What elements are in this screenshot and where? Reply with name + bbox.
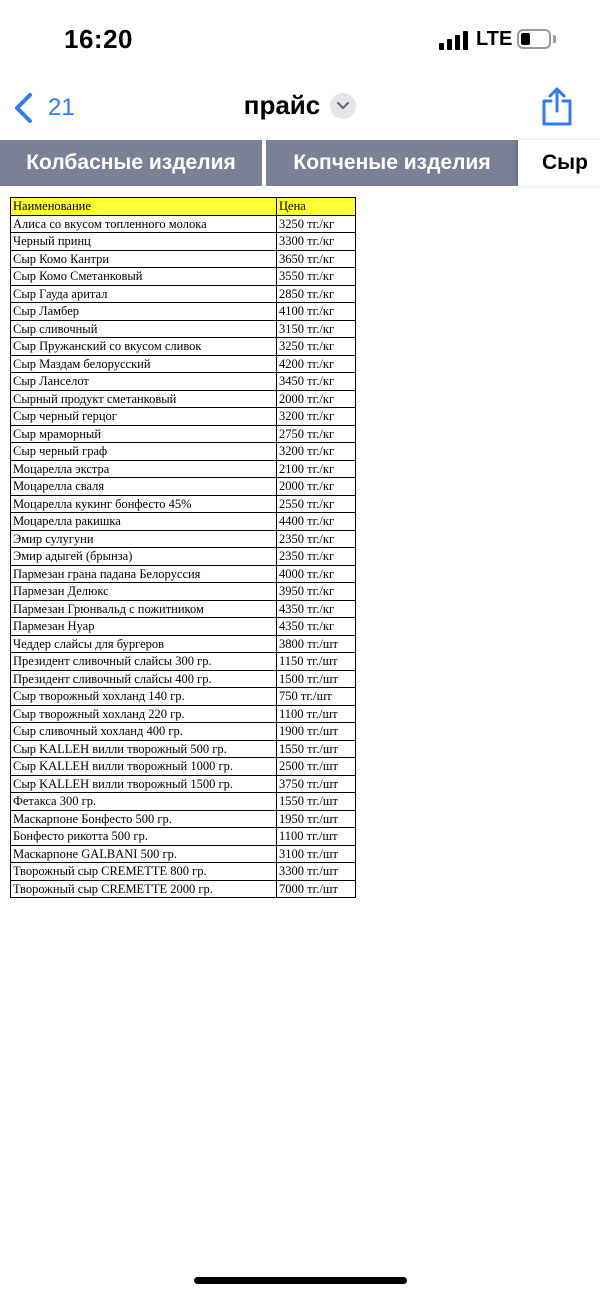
product-name-cell[interactable]: Моцарелла ракишка (11, 513, 277, 531)
table-row (11, 478, 356, 496)
product-name-cell[interactable]: Творожный сыр CREMETTE 2000 гр. (11, 880, 277, 898)
title-menu-button[interactable] (330, 93, 356, 119)
battery-level-fill (521, 33, 530, 45)
product-name-cell[interactable]: Алиса со вкусом топленного молока (11, 215, 277, 233)
price-cell[interactable]: 2550 тг./кг (277, 495, 356, 513)
product-name-cell[interactable]: Сыр Ланселот (11, 373, 277, 391)
table-row (11, 548, 356, 566)
table-row (11, 845, 356, 863)
price-cell[interactable]: 1100 тг./шт (277, 828, 356, 846)
product-name-cell[interactable]: Моцарелла экстра (11, 460, 277, 478)
price-cell[interactable]: 1100 тг./шт (277, 705, 356, 723)
table-row (11, 338, 356, 356)
table-row (11, 863, 356, 881)
price-cell[interactable]: 2100 тг./кг (277, 460, 356, 478)
table-row (11, 565, 356, 583)
network-type: LTE (476, 28, 513, 50)
price-cell[interactable]: 4100 тг./кг (277, 303, 356, 321)
product-name-cell[interactable]: Президент сливочный слайсы 400 гр. (11, 670, 277, 688)
battery-cap (553, 35, 556, 43)
product-name-cell[interactable]: Сыр Пружанский со вкусом сливок (11, 338, 277, 356)
table-row (11, 390, 356, 408)
product-name-cell[interactable]: Сыр Ламбер (11, 303, 277, 321)
product-name-cell[interactable]: Сыр мраморный (11, 425, 277, 443)
table-row (11, 705, 356, 723)
product-name-cell[interactable]: Маскарпоне GALBANI 500 гр. (11, 845, 277, 863)
price-cell[interactable]: 3300 тг./кг (277, 233, 356, 251)
table-row (11, 425, 356, 443)
table-row (11, 583, 356, 601)
price-cell[interactable]: 4400 тг./кг (277, 513, 356, 531)
chevron-down-icon (336, 101, 350, 111)
table-row (11, 320, 356, 338)
tab-cheese[interactable]: Сыр (518, 140, 600, 186)
product-name-cell[interactable]: Сыр творожный хохланд 140 гр. (11, 688, 277, 706)
table-header-row (11, 198, 356, 216)
price-cell[interactable]: 2350 тг./кг (277, 548, 356, 566)
product-name-cell[interactable]: Моцарелла сваля (11, 478, 277, 496)
price-cell[interactable]: 7000 тг./шт (277, 880, 356, 898)
price-cell[interactable]: 4000 тг./кг (277, 565, 356, 583)
product-name-cell[interactable]: Сыр Гауда аритал (11, 285, 277, 303)
product-name-cell[interactable]: Творожный сыр CREMETTE 800 гр. (11, 863, 277, 881)
price-sheet (10, 197, 356, 898)
table-row (11, 618, 356, 636)
price-cell[interactable]: 2000 тг./кг (277, 478, 356, 496)
product-name-cell[interactable]: Бонфесто рикотта 500 гр. (11, 828, 277, 846)
price-cell[interactable]: 2850 тг./кг (277, 285, 356, 303)
table-row (11, 653, 356, 671)
share-icon[interactable] (537, 84, 577, 128)
table-row (11, 443, 356, 461)
title-area (0, 90, 600, 121)
table-row (11, 670, 356, 688)
product-name-cell[interactable]: Эмир сулугуни (11, 530, 277, 548)
product-name-cell[interactable]: Сыр KALLEH вилли творожный 500 гр. (11, 740, 277, 758)
price-cell[interactable]: 4350 тг./кг (277, 600, 356, 618)
table-row (11, 828, 356, 846)
price-cell[interactable]: 3750 тг./шт (277, 775, 356, 793)
back-label: 21 (48, 94, 75, 121)
table-row (11, 793, 356, 811)
table-row (11, 775, 356, 793)
tab-smoked-products[interactable]: Копченые изделия (266, 140, 518, 186)
product-name-cell[interactable]: Чеддер слайсы для бургеров (11, 635, 277, 653)
price-cell[interactable]: 2500 тг./шт (277, 758, 356, 776)
price-cell[interactable]: 750 тг./шт (277, 688, 356, 706)
price-cell[interactable]: 3800 тг./шт (277, 635, 356, 653)
table-row (11, 233, 356, 251)
price-cell[interactable]: 3300 тг./шт (277, 863, 356, 881)
price-cell[interactable]: 3550 тг./кг (277, 268, 356, 286)
product-name-cell[interactable]: Пармезан Делюкс (11, 583, 277, 601)
sheet-tabs (0, 140, 600, 186)
table-row (11, 513, 356, 531)
price-cell[interactable]: 3950 тг./кг (277, 583, 356, 601)
battery-icon (517, 29, 551, 49)
status-bar (0, 0, 600, 80)
table-row (11, 355, 356, 373)
price-cell[interactable]: 3100 тг./шт (277, 845, 356, 863)
product-name-cell[interactable]: Сыр KALLEH вилли творожный 1500 гр. (11, 775, 277, 793)
table-row (11, 723, 356, 741)
price-cell[interactable]: 4350 тг./кг (277, 618, 356, 636)
product-name-cell[interactable]: Сыр черный герцог (11, 408, 277, 426)
product-name-cell[interactable]: Эмир адыгей (брынза) (11, 548, 277, 566)
tab-sausage-products[interactable]: Колбасные изделия (0, 140, 264, 186)
price-cell[interactable]: 1150 тг./шт (277, 653, 356, 671)
price-cell[interactable]: 3650 тг./кг (277, 250, 356, 268)
table-row (11, 758, 356, 776)
table-row (11, 810, 356, 828)
price-cell[interactable]: 2750 тг./кг (277, 425, 356, 443)
navigation-bar (0, 80, 600, 138)
table-row (11, 268, 356, 286)
product-name-cell[interactable]: Сырный продукт сметанковый (11, 390, 277, 408)
product-name-cell[interactable]: Пармезан Нуар (11, 618, 277, 636)
product-name-cell[interactable]: Сыр Маздам белорусский (11, 355, 277, 373)
table-row (11, 688, 356, 706)
table-row (11, 303, 356, 321)
price-cell[interactable]: 2000 тг./кг (277, 390, 356, 408)
product-name-cell[interactable]: Фетакса 300 гр. (11, 793, 277, 811)
header-name: Наименование (11, 198, 277, 216)
price-cell[interactable]: 1900 тг./шт (277, 723, 356, 741)
product-name-cell[interactable]: Пармезан грана падана Белоруссия (11, 565, 277, 583)
product-name-cell[interactable]: Сыр черный граф (11, 443, 277, 461)
product-name-cell[interactable]: Маскарпоне Бонфесто 500 гр. (11, 810, 277, 828)
product-name-cell[interactable]: Президент сливочный слайсы 300 гр. (11, 653, 277, 671)
price-cell[interactable]: 1500 тг./шт (277, 670, 356, 688)
table-row (11, 285, 356, 303)
price-cell[interactable]: 3200 тг./кг (277, 408, 356, 426)
table-row (11, 460, 356, 478)
product-name-cell[interactable]: Сыр творожный хохланд 220 гр. (11, 705, 277, 723)
price-cell[interactable]: 3250 тг./кг (277, 338, 356, 356)
product-name-cell[interactable]: Сыр KALLEH вилли творожный 1000 гр. (11, 758, 277, 776)
home-indicator[interactable] (194, 1277, 407, 1284)
product-name-cell[interactable]: Сыр сливочный (11, 320, 277, 338)
cellular-signal-icon (439, 30, 469, 50)
table-row (11, 215, 356, 233)
price-cell[interactable]: 1550 тг./шт (277, 740, 356, 758)
price-cell[interactable]: 1950 тг./шт (277, 810, 356, 828)
product-name-cell[interactable]: Сыр Комо Сметанковый (11, 268, 277, 286)
product-name-cell[interactable]: Сыр сливочный хохланд 400 гр. (11, 723, 277, 741)
price-cell[interactable]: 3250 тг./кг (277, 215, 356, 233)
price-cell[interactable]: 3200 тг./кг (277, 443, 356, 461)
table-row (11, 880, 356, 898)
price-cell[interactable]: 3150 тг./кг (277, 320, 356, 338)
price-cell[interactable]: 2350 тг./кг (277, 530, 356, 548)
table-row (11, 530, 356, 548)
table-row (11, 495, 356, 513)
product-name-cell[interactable]: Моцарелла кукинг бонфесто 45% (11, 495, 277, 513)
table-row (11, 600, 356, 618)
price-cell[interactable]: 1550 тг./шт (277, 793, 356, 811)
product-name-cell[interactable]: Черный принц (11, 233, 277, 251)
table-row (11, 408, 356, 426)
status-time: 16:20 (64, 24, 133, 54)
table-row (11, 635, 356, 653)
product-name-cell[interactable]: Сыр Комо Кантри (11, 250, 277, 268)
header-price: Цена (277, 198, 356, 216)
table-row (11, 373, 356, 391)
price-cell[interactable]: 3450 тг./кг (277, 373, 356, 391)
product-name-cell[interactable]: Пармезан Грюнвальд с пожитником (11, 600, 277, 618)
document-title: прайс (243, 90, 321, 120)
price-table (10, 197, 356, 898)
table-row (11, 740, 356, 758)
price-cell[interactable]: 4200 тг./кг (277, 355, 356, 373)
table-row (11, 250, 356, 268)
